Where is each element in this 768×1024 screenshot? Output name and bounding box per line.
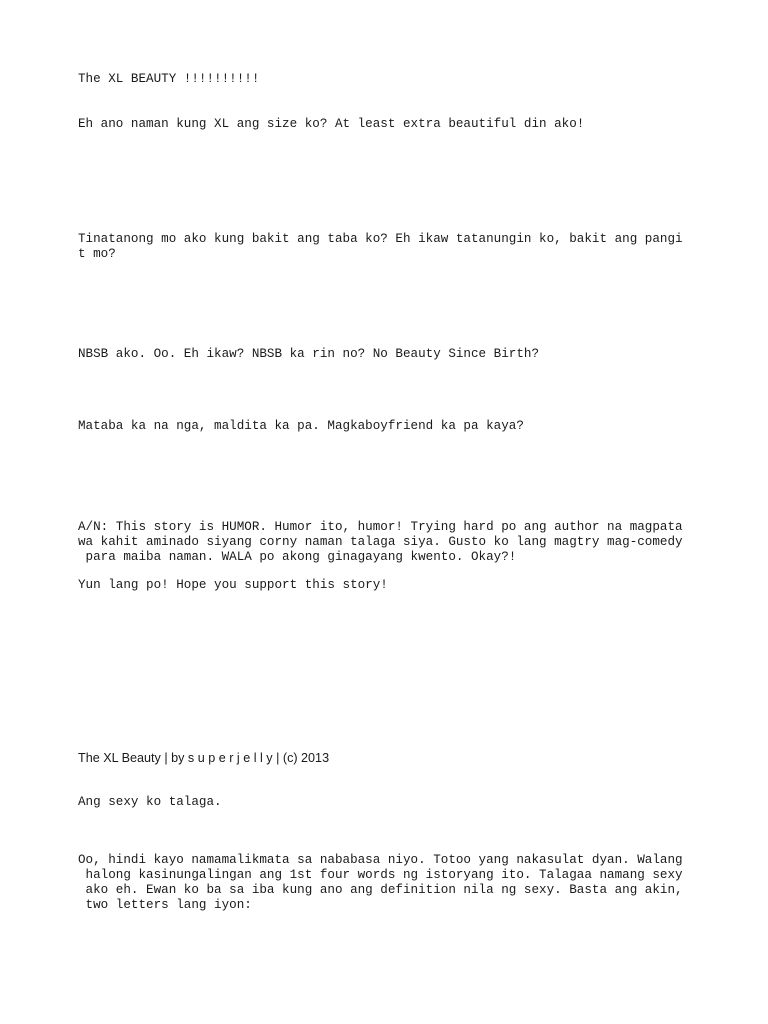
tagline-mataba: Mataba ka na nga, maldita ka pa. Magkaboyfriend ka pa kaya? [78, 419, 524, 433]
document-title: The XL BEAUTY !!!!!!!!!! [78, 72, 260, 86]
author-note-line-3: para maiba naman. WALA po akong ginagayang kwento. Okay?! [78, 550, 517, 564]
body-paragraph-line-3: ako eh. Ewan ko ba sa iba kung ano ang definition nila ng sexy. Basta ang akin, [78, 883, 683, 897]
closing-note: Yun lang po! Hope you support this story! [78, 578, 388, 592]
tagline-nbsb: NBSB ako. Oo. Eh ikaw? NBSB ka rin no? No Beauty Since Birth? [78, 347, 540, 361]
tagline-taba-line-1: Tinatanong mo ako kung bakit ang taba ko? Eh ikaw tatanungin ko, bakit ang pangi [78, 232, 683, 246]
author-note-line-2: wa kahit aminado siyang corny naman talaga siya. Gusto ko lang magtry mag-comedy [78, 535, 683, 549]
tagline-xl-size: Eh ano naman kung XL ang size ko? At least extra beautiful din ako! [78, 117, 585, 131]
byline: The XL Beauty | by s u p e r j e l l y | (c) 2013 [78, 751, 330, 765]
tagline-taba-line-2: t mo? [78, 247, 116, 261]
body-paragraph-line-4: two letters lang iyon: [78, 898, 252, 912]
chapter-opening: Ang sexy ko talaga. [78, 795, 222, 809]
body-paragraph-line-1: Oo, hindi kayo namamalikmata sa nababasa niyo. Totoo yang nakasulat dyan. Walang [78, 853, 683, 867]
body-paragraph-line-2: halong kasinungalingan ang 1st four words ng istoryang ito. Talagaa namang sexy [78, 868, 683, 882]
author-note-line-1: A/N: This story is HUMOR. Humor ito, humor! Trying hard po ang author na magpata [78, 520, 683, 534]
